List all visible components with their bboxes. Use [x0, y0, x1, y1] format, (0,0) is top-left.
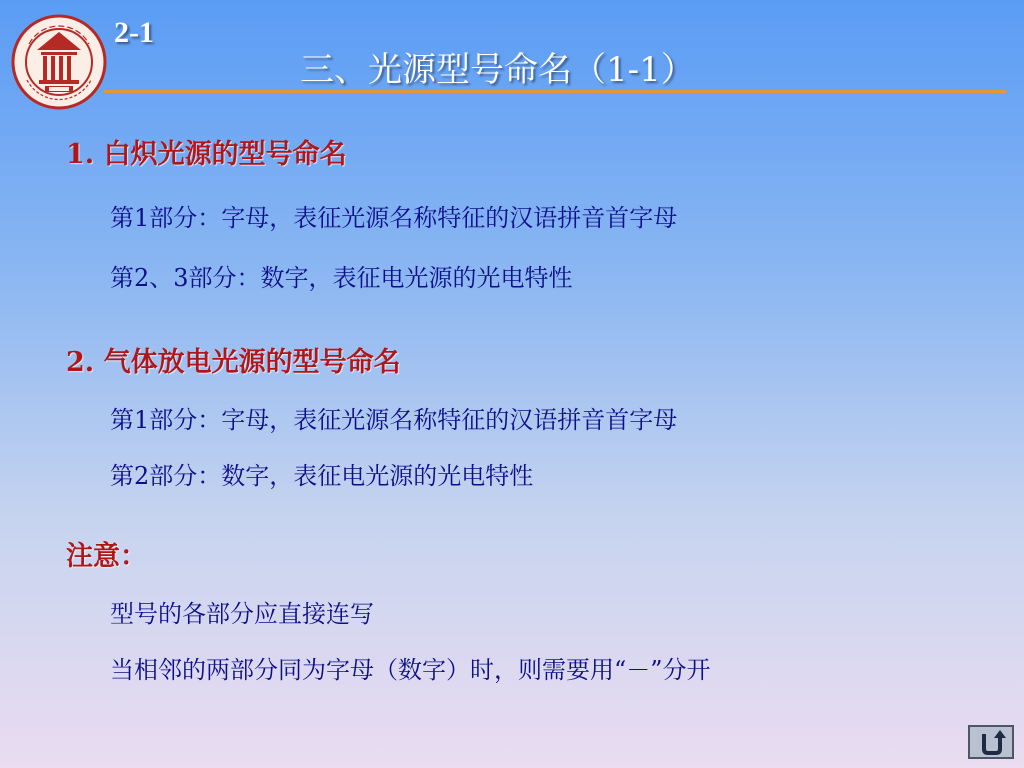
section-2-line-1: 第1部分：字母，表征光源名称特征的汉语拼音首字母 — [110, 406, 678, 434]
university-seal-logo — [11, 14, 107, 110]
page-title: 三、光源型号命名（1-1） — [300, 50, 695, 90]
return-arrow-icon — [970, 727, 1012, 757]
slide-number: 2-1 — [114, 16, 154, 49]
section-heading-incandescent: 1. 白炽光源的型号命名 — [66, 139, 347, 170]
note-line-2: 当相邻的两部分同为字母（数字）时，则需要用“－”分开 — [110, 656, 711, 684]
section-1-line-2: 第2、3部分：数字，表征电光源的光电特性 — [110, 264, 573, 292]
return-button[interactable] — [968, 725, 1014, 759]
note-heading: 注意： — [66, 541, 147, 572]
section-1-line-1: 第1部分：字母，表征光源名称特征的汉语拼音首字母 — [110, 204, 678, 232]
section-heading-gas-discharge: 2. 气体放电光源的型号命名 — [66, 347, 401, 378]
section-2-line-2: 第2部分：数字，表征电光源的光电特性 — [110, 462, 534, 490]
title-divider — [104, 90, 1006, 93]
note-line-1: 型号的各部分应直接连写 — [110, 600, 374, 628]
